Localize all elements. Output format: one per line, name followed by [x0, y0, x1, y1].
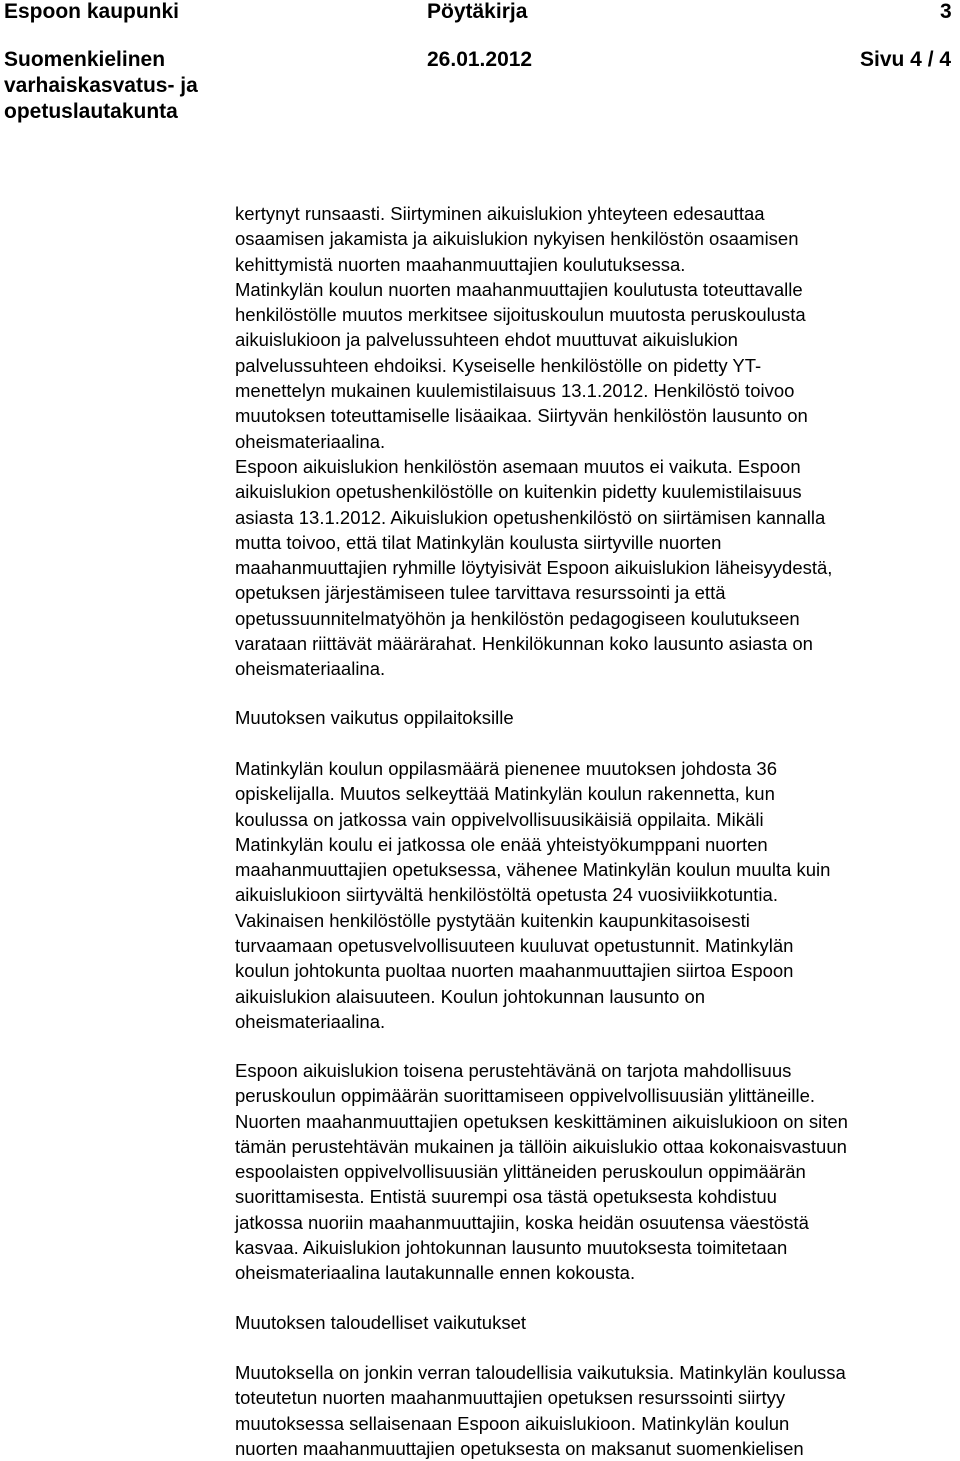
organization-line-2: varhaiskasvatus- ja — [4, 74, 198, 97]
text-line: peruskoulun oppimäärän suorittamiseen oppivelvollisuusiän ylittäneille. — [235, 1085, 815, 1107]
text-line: muutoksessa sellaisenaan Espoon aikuislukioon. Matinkylän koulun — [235, 1412, 790, 1434]
text-line: maahanmuuttajien opetuksessa, vähenee Matinkylän koulun muulta kuin — [235, 859, 831, 881]
text-line: opetuksen järjestämiseen tulee tarvittava resurssointi ja että — [235, 582, 726, 604]
text-line: henkilöstölle muutos merkitsee sijoituskoulun muutosta peruskoulusta — [235, 304, 806, 326]
text-line: espoolaisten oppivelvollisuusiän ylittäneiden peruskoulun oppimäärän — [235, 1161, 806, 1183]
section-heading: Muutoksen vaikutus oppilaitoksille — [235, 707, 514, 728]
text-line: nuorten maahanmuuttajien opetuksesta on maksanut suomenkielisen — [235, 1437, 804, 1459]
city-name: Espoon kaupunki — [4, 0, 180, 23]
text-line: maahanmuuttajien ryhmille löytyisivät Espoon aikuislukion läheisyydestä, — [235, 557, 833, 579]
text-line: mutta toivoo, että tilat Matinkylän koulusta siirtyville nuorten — [235, 531, 722, 553]
section-heading: Muutoksen taloudelliset vaikutukset — [235, 1312, 527, 1333]
text-line: Nuorten maahanmuuttajien opetuksen keskittäminen aikuislukioon on siten — [235, 1110, 848, 1132]
text-line: oheismateriaalina. — [235, 430, 386, 452]
text-line: oheismateriaalina lautakunnalle ennen kokousta. — [235, 1262, 636, 1284]
paragraph-staff-transfer — [235, 201, 960, 682]
text-line: aikuislukion alaisuuteen. Koulun johtokunnan lausunto on — [235, 985, 706, 1007]
organization-line-1: Suomenkielinen — [4, 48, 166, 71]
document-type: Pöytäkirja — [427, 0, 528, 23]
text-line: toteutetun nuorten maahanmuuttajien opetuksen resurssointi siirtyy — [235, 1387, 786, 1409]
text-line: osaamisen jakamista ja aikuislukion nykyisen henkilöstön osaamisen — [235, 228, 799, 250]
text-line: oheismateriaalina. — [235, 1010, 386, 1032]
text-line: koulun johtokunta puoltaa nuorten maahanmuuttajien siirtoa Espoon — [235, 960, 794, 982]
text-line: muutoksen toteuttamiselle lisäaikaa. Siirtyvän henkilöstön lausunto on — [235, 405, 808, 427]
text-line: opiskelijalla. Muutos selkeyttää Matinkylän koulun rakennetta, kun — [235, 783, 775, 805]
text-line: jatkossa nuoriin maahanmuuttajiin, koska heidän osuutensa väestöstä — [235, 1211, 809, 1233]
text-line: Matinkylän koulun oppilasmäärä pienenee muutoksen johdosta 36 — [235, 758, 777, 779]
text-line: Matinkylän koulu ei jatkossa ole enää yhteistyökumppani nuorten — [235, 833, 768, 855]
text-line: kehittymistä nuorten maahanmuuttajien koulutuksessa. — [235, 253, 686, 275]
text-line: tämän perustehtävän mukainen ja tällöin aikuislukio ottaa kokonaisvastuun — [235, 1135, 847, 1157]
text-line: suorittamisesta. Entistä suurempi osa tästä opetuksesta kohdistuu — [235, 1186, 777, 1208]
text-line: varataan riittävät määrärahat. Henkilökunnan koko lausunto asiasta on — [235, 633, 813, 655]
text-line: aikuislukioon ja palvelussuhteen ehdot muuttuvat aikuislukion — [235, 329, 738, 351]
text-line: turvaamaan opetusvelvollisuuteen kuuluvat opetustunnit. Matinkylän — [235, 935, 794, 957]
text-line: oheismateriaalina. — [235, 658, 386, 680]
heading-financial-impact — [235, 1310, 960, 1335]
text-line: aikuislukioon siirtyvältä henkilöstöltä opetusta 24 vuosiviikkotuntia. — [235, 884, 778, 906]
text-line: Vakinaisen henkilöstölle pystytään kuitenkin kaupunkitasoisesti — [235, 909, 750, 931]
text-line: koulussa on jatkossa vain oppivelvollisuusikäisiä oppilaita. Mikäli — [235, 808, 764, 830]
text-line: asiasta 13.1.2012. Aikuislukion opetushenkilöstö on siirtämisen kannalla — [235, 506, 826, 528]
organization-line-3: opetuslautakunta — [4, 100, 178, 123]
text-line: kasvaa. Aikuislukion johtokunnan lausunto muutoksesta toimitetaan — [235, 1237, 788, 1259]
paragraph-school-impact — [235, 756, 960, 1034]
text-line: kertynyt runsaasti. Siirtyminen aikuislukion yhteyteen edesauttaa — [235, 203, 765, 224]
text-line: Espoon aikuislukion toisena perustehtävänä on tarjota mahdollisuus — [235, 1060, 792, 1081]
heading-impact-on-schools — [235, 705, 960, 730]
paragraph-adult-school-task — [235, 1058, 960, 1286]
text-line: Matinkylän koulun nuorten maahanmuuttajien koulutusta toteuttavalle — [235, 278, 803, 300]
text-line: aikuislukion opetushenkilöstölle on kuitenkin pidetty kuulemistilaisuus — [235, 481, 802, 503]
text-line: palvelussuhteen ehdoiksi. Kyseiselle henkilöstölle on pidetty YT- — [235, 354, 762, 376]
text-line: Muutoksella on jonkin verran taloudellisia vaikutuksia. Matinkylän koulussa — [235, 1362, 846, 1383]
text-line: opetussuunnitelmatyöhön ja henkilöstön pedagogiseen koulutukseen — [235, 607, 800, 629]
item-number: 3 — [940, 0, 952, 23]
meeting-date: 26.01.2012 — [427, 48, 533, 71]
text-line: Espoon aikuislukion henkilöstön asemaan muutos ei vaikuta. Espoon — [235, 455, 801, 477]
paragraph-financial-impact — [235, 1360, 960, 1461]
page-number: Sivu 4 / 4 — [860, 48, 952, 71]
text-line: menettelyn mukainen kuulemistilaisuus 13.1.2012. Henkilöstö toivoo — [235, 380, 795, 402]
